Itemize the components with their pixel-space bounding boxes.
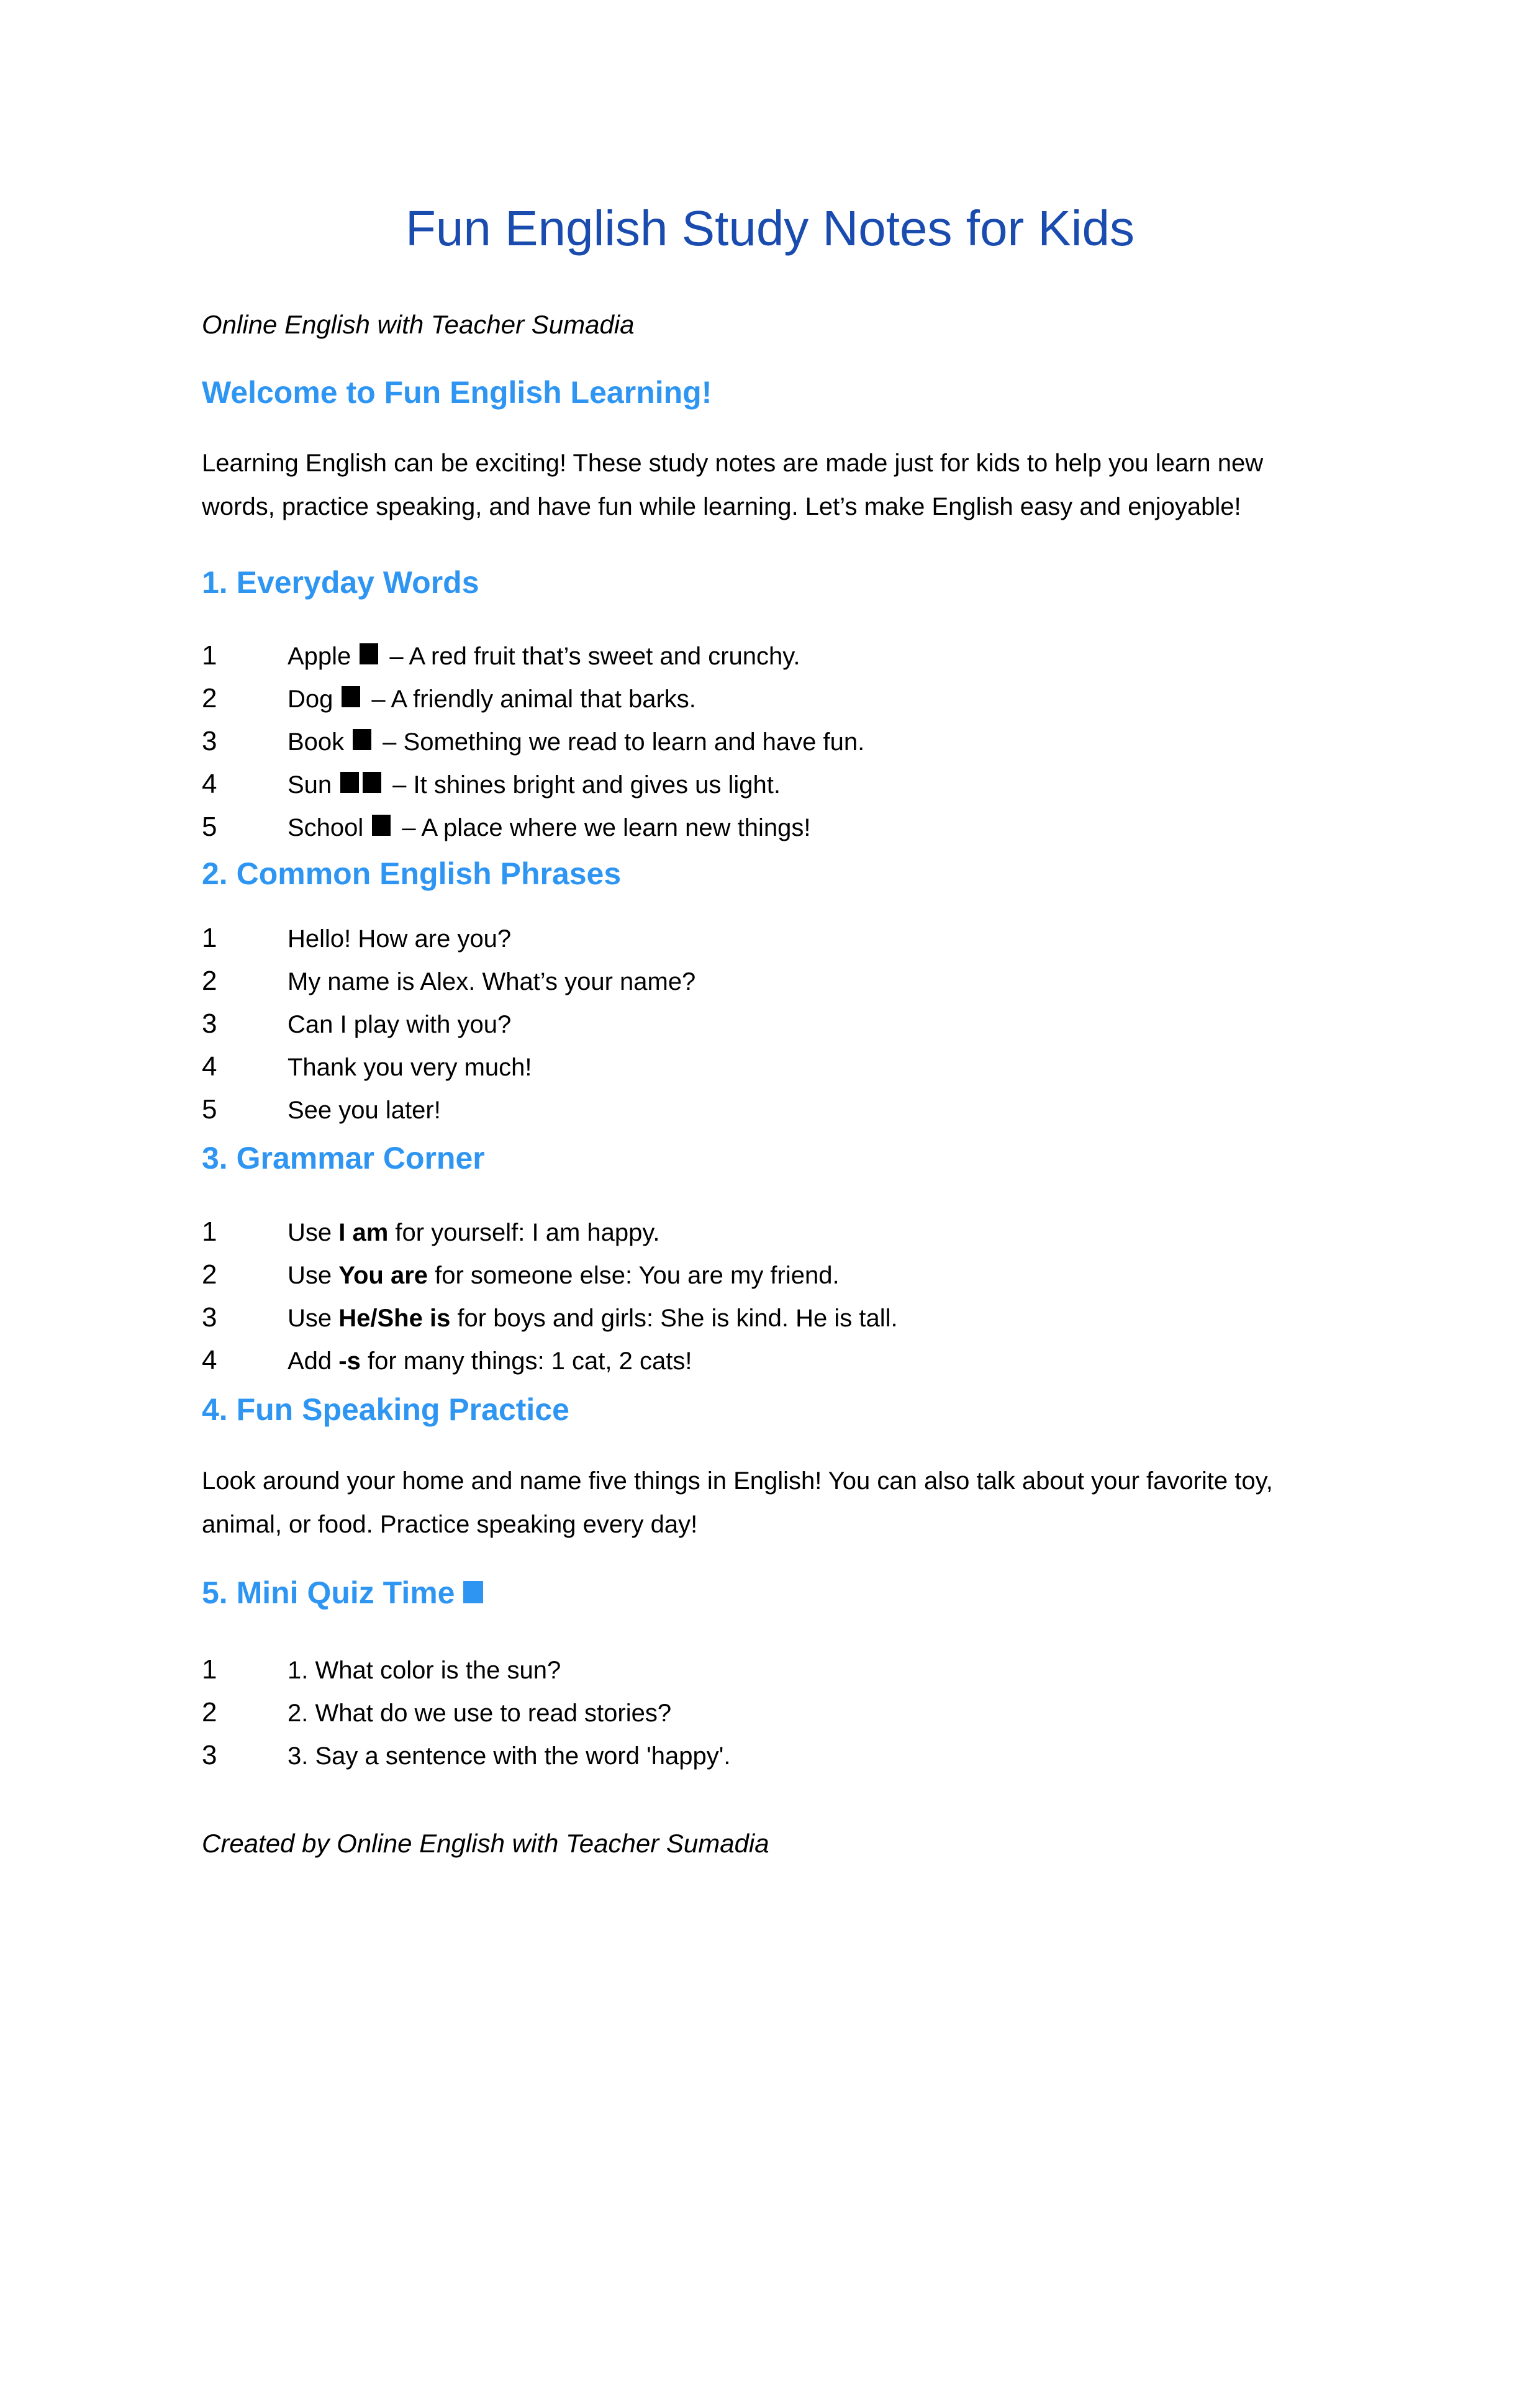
- list-item-text: [288, 764, 781, 806]
- list-item: [202, 1089, 1338, 1131]
- footer-credit: Created by Online English with Teacher Sumadia: [202, 1829, 769, 1858]
- word: Book: [288, 728, 345, 756]
- list-item-text: 2. What do we use to read stories?: [288, 1700, 672, 1727]
- common-phrases-list: [202, 917, 1338, 1131]
- heading-mini-quiz-text: 5. Mini Quiz Time: [202, 1575, 455, 1610]
- list-item-number: 4: [202, 1051, 217, 1082]
- everyday-words-list: [202, 635, 1338, 849]
- bold-text-segment: He/She is: [338, 1305, 451, 1332]
- bold-text-segment: I am: [338, 1219, 389, 1246]
- list-item-number: 1: [202, 1216, 217, 1247]
- text-segment: for someone else: You are my friend.: [428, 1262, 840, 1289]
- page-title: Fun English Study Notes for Kids: [405, 201, 1135, 256]
- list-item: [202, 677, 1338, 720]
- list-item-text: Hello! How are you?: [288, 925, 512, 953]
- list-item-text: See you later!: [288, 1097, 441, 1124]
- word: Apple: [288, 643, 351, 670]
- list-item: [202, 635, 1338, 677]
- text-segment: for many things: 1 cat, 2 cats!: [360, 1347, 692, 1375]
- list-item-text: [288, 679, 696, 720]
- list-item-text: [288, 1298, 898, 1339]
- text-segment: Use: [288, 1262, 339, 1289]
- list-item-number: 1: [202, 923, 217, 953]
- heading-mini-quiz: [202, 1577, 1338, 1608]
- list-item-number: 5: [202, 812, 217, 842]
- document-page: [0, 201, 1540, 2382]
- list-item: [202, 1297, 1338, 1339]
- list-item: [202, 1003, 1338, 1046]
- list-item: [202, 1211, 1338, 1254]
- list-item: [202, 720, 1338, 763]
- list-item-number: 3: [202, 726, 217, 756]
- list-item: [202, 806, 1338, 849]
- word-description: – A place where we learn new things!: [402, 814, 811, 841]
- text-segment: Use: [288, 1305, 339, 1332]
- mini-quiz-list: [202, 1649, 1338, 1777]
- list-item-text: [288, 722, 864, 763]
- list-item-number: 2: [202, 1697, 217, 1728]
- word-description: – A friendly animal that barks.: [371, 686, 696, 713]
- list-item-number: 3: [202, 1302, 217, 1333]
- text-segment: for yourself: I am happy.: [388, 1219, 660, 1246]
- list-item-text: Thank you very much!: [288, 1054, 532, 1081]
- list-item-text: [288, 1255, 840, 1297]
- heading-everyday-words: 1. Everyday Words: [202, 565, 479, 600]
- list-item-number: 2: [202, 1259, 217, 1290]
- list-item-number: 5: [202, 1094, 217, 1125]
- list-item: [202, 917, 1338, 960]
- list-item-text: 3. Say a sentence with the word 'happy'.: [288, 1742, 731, 1770]
- list-item-number: 3: [202, 1740, 217, 1770]
- list-item-text: My name is Alex. What’s your name?: [288, 968, 696, 995]
- missing-glyph-box-icon: [353, 728, 371, 756]
- speaking-paragraph: Look around your home and name five things in English! You can also talk about your favorite toy, animal, or food. Practice speaking every day!: [202, 1467, 1273, 1538]
- grammar-corner-list: [202, 1211, 1338, 1382]
- list-item-text: Can I play with you?: [288, 1011, 512, 1038]
- missing-glyph-box-icon: [372, 814, 391, 841]
- list-item-number: 3: [202, 1008, 217, 1039]
- list-item-text: [288, 1341, 692, 1382]
- list-item-text: [288, 636, 800, 677]
- subtitle: Online English with Teacher Sumadia: [202, 310, 635, 339]
- list-item: [202, 763, 1338, 806]
- list-item-number: 4: [202, 769, 217, 799]
- heading-speaking-practice: 4. Fun Speaking Practice: [202, 1392, 569, 1427]
- text-segment: for boys and girls: She is kind. He is tall.: [450, 1305, 898, 1332]
- missing-glyph-box-icon: [342, 686, 360, 713]
- word: Dog: [288, 686, 333, 713]
- list-item-number: 1: [202, 1654, 217, 1685]
- list-item-number: 4: [202, 1345, 217, 1375]
- text-segment: Use: [288, 1219, 339, 1246]
- bold-text-segment: You are: [338, 1262, 428, 1289]
- list-item-text: [288, 807, 811, 849]
- list-item-number: 2: [202, 683, 217, 713]
- list-item: [202, 1046, 1338, 1089]
- welcome-paragraph: Learning English can be exciting! These study notes are made just for kids to help you learn new words, practice speaking, and have fun while learning. Let’s make English easy and enjoyable!: [202, 450, 1264, 520]
- list-item: [202, 960, 1338, 1003]
- list-item-text: [288, 1212, 660, 1254]
- list-item-number: 1: [202, 640, 217, 671]
- list-item-text: 1. What color is the sun?: [288, 1657, 561, 1684]
- heading-welcome: Welcome to Fun English Learning!: [202, 375, 712, 410]
- missing-glyph-box-icon: [360, 643, 378, 670]
- bold-text-segment: -s: [338, 1347, 361, 1375]
- word-description: – Something we read to learn and have fun.: [383, 728, 865, 756]
- list-item-number: 2: [202, 966, 217, 996]
- word: Sun: [288, 771, 332, 799]
- heading-grammar-corner: 3. Grammar Corner: [202, 1141, 485, 1175]
- text-segment: Add: [288, 1347, 339, 1375]
- list-item: [202, 1339, 1338, 1382]
- list-item: [202, 1254, 1338, 1297]
- word-description: – It shines bright and gives us light.: [392, 771, 781, 799]
- heading-common-phrases: 2. Common English Phrases: [202, 856, 622, 891]
- word-description: – A red fruit that’s sweet and crunchy.: [389, 643, 800, 670]
- list-item: [202, 1691, 1338, 1734]
- missing-glyph-box-icon: [340, 771, 381, 799]
- missing-glyph-box-icon: [463, 1581, 483, 1603]
- word: School: [288, 814, 364, 841]
- list-item: [202, 1649, 1338, 1691]
- list-item: [202, 1734, 1338, 1777]
